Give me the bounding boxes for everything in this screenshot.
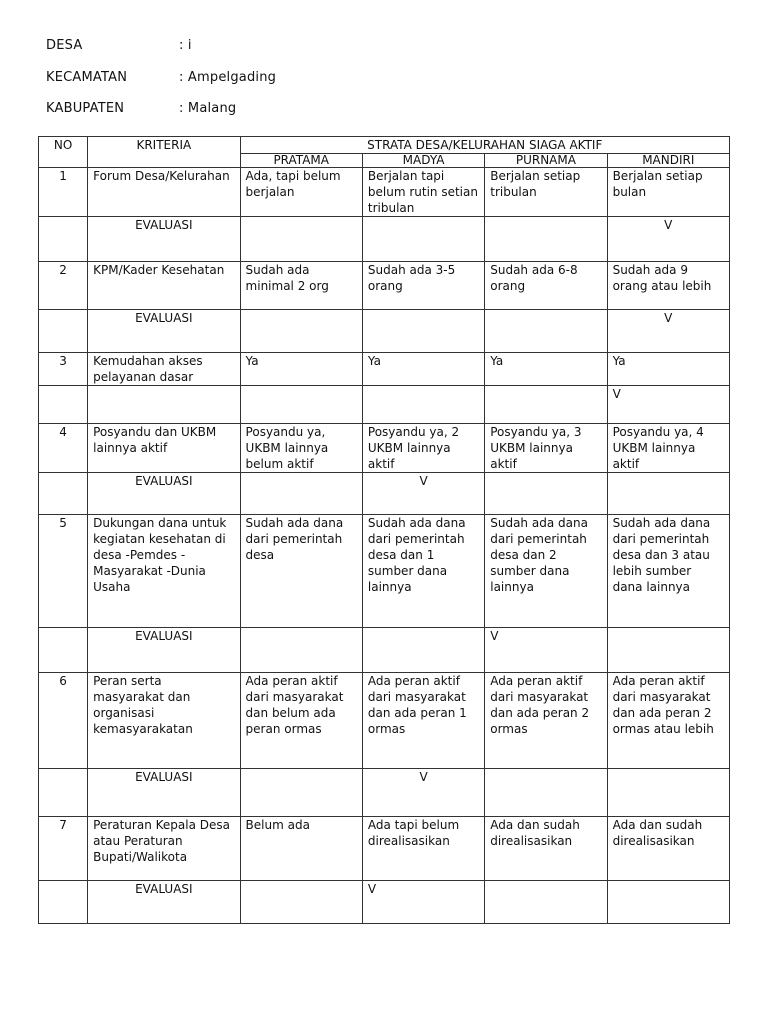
row-level-mandiri: Ada dan sudah direalisasikan <box>607 817 729 881</box>
row-level-pratama: Belum ada <box>240 817 362 881</box>
row-level-purnama: Posyandu ya, 3 UKBM lainnya aktif <box>485 424 607 473</box>
row-level-madya: Ya <box>362 353 484 386</box>
row-level-madya: Sudah ada dana dari pemerintah desa dan 1 sumber dana lainnya <box>362 515 484 628</box>
evaluation-row <box>39 769 730 817</box>
evaluation-cell-mandiri <box>607 769 729 817</box>
row-kriteria: Kemudahan akses pelayanan dasar <box>88 353 240 386</box>
row-number: 6 <box>39 673 88 769</box>
col-header-no: NO <box>39 137 88 168</box>
level-header-madya: MADYA <box>362 154 484 168</box>
row-kriteria: Peran serta masyarakat dan organisasi kemasyarakatan <box>88 673 240 769</box>
check-mark: V <box>419 474 428 488</box>
check-mark: V <box>490 629 499 643</box>
evaluation-cell-mandiri <box>607 310 729 353</box>
evaluation-label-cell <box>88 769 240 817</box>
row-level-mandiri: Ya <box>607 353 729 386</box>
evaluation-cell-purnama <box>485 217 607 262</box>
evaluation-row <box>39 881 730 924</box>
check-mark: V <box>367 882 377 896</box>
strata-table <box>38 136 730 924</box>
evaluation-label-cell <box>88 217 240 262</box>
evaluation-cell-purnama <box>485 881 607 924</box>
evaluation-no-cell <box>39 881 88 924</box>
evaluation-cell-mandiri <box>607 217 729 262</box>
evaluation-row <box>39 310 730 353</box>
row-level-madya: Posyandu ya, 2 UKBM lainnya aktif <box>362 424 484 473</box>
row-level-pratama: Ya <box>240 353 362 386</box>
evaluation-cell-mandiri <box>607 386 729 424</box>
evaluation-label: EVALUASI <box>135 474 193 488</box>
evaluation-no-cell <box>39 473 88 515</box>
evaluation-row <box>39 473 730 515</box>
table-row <box>39 817 730 881</box>
evaluation-cell-madya <box>362 217 484 262</box>
row-number: 3 <box>39 353 88 386</box>
evaluation-cell-purnama <box>485 386 607 424</box>
check-mark: V <box>664 218 673 232</box>
table-row <box>39 515 730 628</box>
evaluation-label: EVALUASI <box>135 218 193 232</box>
kecamatan-label: KECAMATAN <box>46 70 128 85</box>
row-level-purnama: Sudah ada dana dari pemerintah desa dan 2 sumber dana lainnya <box>485 515 607 628</box>
check-mark: V <box>664 311 673 325</box>
row-kriteria: Posyandu dan UKBM lainnya aktif <box>88 424 240 473</box>
evaluation-cell-pratama <box>240 769 362 817</box>
desa-value: : i <box>179 38 192 53</box>
level-header-mandiri: MANDIRI <box>607 154 729 168</box>
evaluation-no-cell <box>39 217 88 262</box>
table-row <box>39 168 730 217</box>
table-row <box>39 424 730 473</box>
evaluation-row <box>39 628 730 673</box>
row-kriteria: Peraturan Kepala Desa atau Peraturan Bupati/Walikota <box>88 817 240 881</box>
row-level-madya: Berjalan tapi belum rutin setian tribulan <box>362 168 484 217</box>
evaluation-cell-pratama <box>240 473 362 515</box>
row-level-purnama: Ada peran aktif dari masyarakat dan ada peran 2 ormas <box>485 673 607 769</box>
col-header-strata: STRATA DESA/KELURAHAN SIAGA AKTIF <box>240 137 729 154</box>
evaluation-cell-madya <box>362 881 484 924</box>
table-header-row <box>39 137 730 154</box>
evaluation-cell-purnama <box>485 769 607 817</box>
evaluation-label-cell <box>88 881 240 924</box>
row-number: 7 <box>39 817 88 881</box>
evaluation-cell-pratama <box>240 217 362 262</box>
row-level-madya: Ada peran aktif dari masyarakat dan ada peran 1 ormas <box>362 673 484 769</box>
evaluation-cell-pratama <box>240 310 362 353</box>
kecamatan-value: : Ampelgading <box>179 70 277 85</box>
evaluation-no-cell <box>39 310 88 353</box>
row-level-pratama: Sudah ada minimal 2 org <box>240 262 362 310</box>
evaluation-label: EVALUASI <box>135 882 193 896</box>
evaluation-cell-mandiri <box>607 473 729 515</box>
row-level-mandiri: Ada peran aktif dari masyarakat dan ada peran 2 ormas atau lebih <box>607 673 729 769</box>
evaluation-label-cell <box>88 310 240 353</box>
row-level-madya: Sudah ada 3-5 orang <box>362 262 484 310</box>
row-level-purnama: Ada dan sudah direalisasikan <box>485 817 607 881</box>
row-kriteria: Dukungan dana untuk kegiatan kesehatan di desa -Pemdes -Masyarakat -Dunia Usaha <box>88 515 240 628</box>
table-row <box>39 673 730 769</box>
row-level-purnama: Ya <box>485 353 607 386</box>
evaluation-cell-pratama <box>240 881 362 924</box>
table-row <box>39 353 730 386</box>
evaluation-cell-purnama <box>485 473 607 515</box>
col-header-kriteria: KRITERIA <box>88 137 240 168</box>
evaluation-label: EVALUASI <box>135 311 193 325</box>
evaluation-no-cell <box>39 628 88 673</box>
row-level-purnama: Berjalan setiap tribulan <box>485 168 607 217</box>
row-number: 4 <box>39 424 88 473</box>
level-header-purnama: PURNAMA <box>485 154 607 168</box>
evaluation-cell-mandiri <box>607 881 729 924</box>
level-header-pratama: PRATAMA <box>240 154 362 168</box>
row-level-madya: Ada tapi belum direalisasikan <box>362 817 484 881</box>
check-mark: V <box>612 387 621 401</box>
evaluation-no-cell <box>39 386 88 424</box>
evaluation-label-cell <box>88 473 240 515</box>
evaluation-label-cell <box>88 628 240 673</box>
evaluation-row <box>39 386 730 424</box>
kabupaten-label: KABUPATEN <box>46 101 125 116</box>
evaluation-label: EVALUASI <box>135 770 193 784</box>
row-level-mandiri: Sudah ada 9 orang atau lebih <box>607 262 729 310</box>
evaluation-cell-pratama <box>240 628 362 673</box>
row-level-mandiri: Sudah ada dana dari pemerintah desa dan 3 atau lebih sumber dana lainnya <box>607 515 729 628</box>
evaluation-label: EVALUASI <box>135 629 193 643</box>
row-kriteria: Forum Desa/Kelurahan <box>88 168 240 217</box>
table-row <box>39 262 730 310</box>
evaluation-cell-madya <box>362 769 484 817</box>
evaluation-cell-madya <box>362 386 484 424</box>
row-kriteria: KPM/Kader Kesehatan <box>88 262 240 310</box>
evaluation-cell-purnama <box>485 628 607 673</box>
evaluation-cell-purnama <box>485 310 607 353</box>
row-number: 2 <box>39 262 88 310</box>
check-mark: V <box>419 770 428 784</box>
evaluation-no-cell <box>39 769 88 817</box>
row-level-pratama: Ada peran aktif dari masyarakat dan belum ada peran ormas <box>240 673 362 769</box>
evaluation-cell-mandiri <box>607 628 729 673</box>
kabupaten-value: : Malang <box>179 101 237 116</box>
row-level-pratama: Ada, tapi belum berjalan <box>240 168 362 217</box>
evaluation-cell-madya <box>362 473 484 515</box>
row-level-pratama: Posyandu ya, UKBM lainnya belum aktif <box>240 424 362 473</box>
row-number: 5 <box>39 515 88 628</box>
evaluation-cell-madya <box>362 310 484 353</box>
evaluation-label-cell <box>88 386 240 424</box>
row-level-mandiri: Posyandu ya, 4 UKBM lainnya aktif <box>607 424 729 473</box>
evaluation-row <box>39 217 730 262</box>
row-level-mandiri: Berjalan setiap bulan <box>607 168 729 217</box>
evaluation-cell-pratama <box>240 386 362 424</box>
evaluation-cell-madya <box>362 628 484 673</box>
row-number: 1 <box>39 168 88 217</box>
row-level-pratama: Sudah ada dana dari pemerintah desa <box>240 515 362 628</box>
row-level-purnama: Sudah ada 6-8 orang <box>485 262 607 310</box>
desa-label: DESA <box>46 38 83 53</box>
